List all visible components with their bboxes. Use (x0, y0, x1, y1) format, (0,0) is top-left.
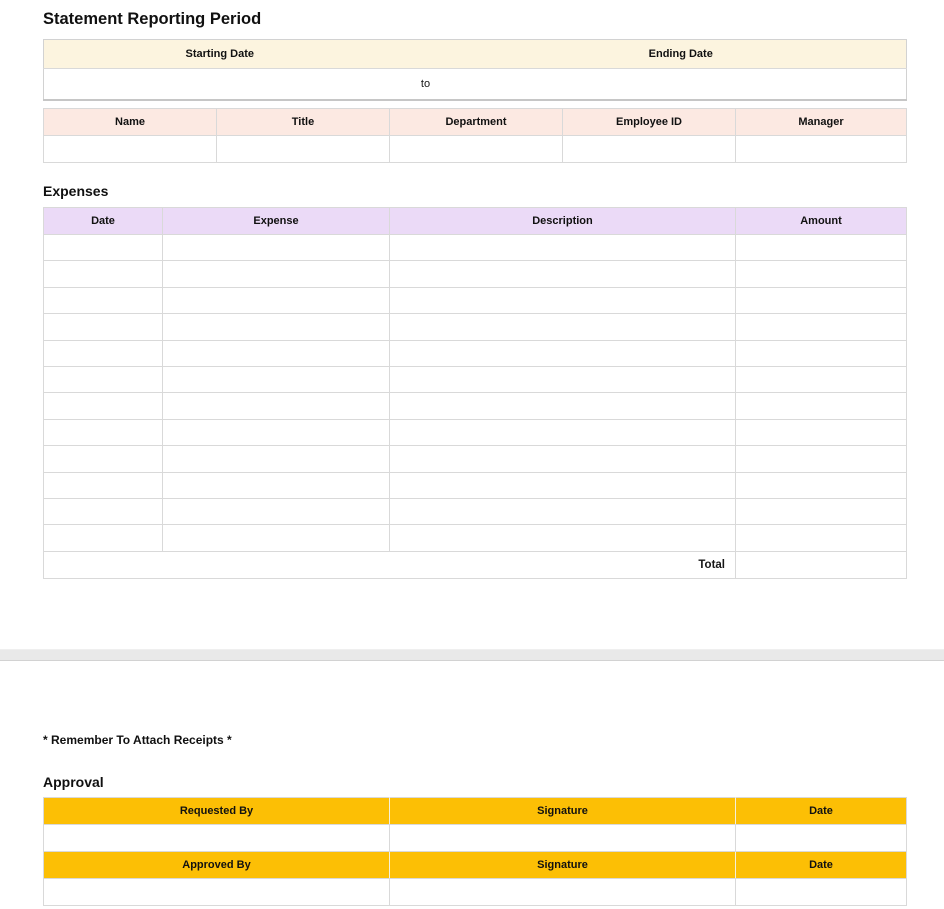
expenses-heading: Expenses (43, 183, 109, 199)
expense-date-cell[interactable] (44, 314, 163, 340)
expense-description-cell[interactable] (390, 472, 736, 498)
expense-total-row (44, 551, 907, 578)
ending-date-header: Ending Date (456, 40, 907, 69)
expense-amount-cell[interactable] (736, 472, 907, 498)
expense-empty-row (44, 287, 907, 313)
to-label: to (420, 78, 431, 90)
expense-empty-row (44, 472, 907, 498)
page-break-separator (0, 649, 944, 661)
expense-amount-cell[interactable] (736, 366, 907, 392)
expense-expense-cell[interactable] (163, 472, 390, 498)
expense-expense-cell[interactable] (163, 393, 390, 419)
expense-date-cell[interactable] (44, 235, 163, 261)
approved-by-header: Approved By (44, 851, 390, 878)
expense-expense-cell[interactable] (163, 340, 390, 366)
expense-amount-cell[interactable] (736, 261, 907, 287)
expense-empty-row (44, 314, 907, 340)
expense-empty-row (44, 446, 907, 472)
approval-heading: Approval (43, 773, 104, 790)
expense-amount-cell[interactable] (736, 419, 907, 445)
expense-description-cell[interactable] (390, 366, 736, 392)
expense-amount-cell[interactable] (736, 393, 907, 419)
approved-by-cell[interactable] (44, 878, 390, 905)
expense-empty-row (44, 235, 907, 261)
expense-expense-cell[interactable] (163, 446, 390, 472)
total-label-cell: Total (44, 551, 736, 578)
expense-empty-row (44, 340, 907, 366)
requested-by-cell[interactable] (44, 824, 390, 851)
expense-date-cell[interactable] (44, 366, 163, 392)
expense-description-cell[interactable] (390, 393, 736, 419)
expense-header-amount: Amount (736, 208, 907, 235)
expense-description-cell[interactable] (390, 419, 736, 445)
expense-description-cell[interactable] (390, 235, 736, 261)
expense-date-cell[interactable] (44, 446, 163, 472)
employee-department-cell[interactable] (390, 136, 563, 163)
expense-expense-cell[interactable] (163, 261, 390, 287)
period-header-spacer (396, 40, 456, 69)
employee-header-department: Department (390, 109, 563, 136)
expense-amount-cell[interactable] (736, 235, 907, 261)
expense-description-cell[interactable] (390, 525, 736, 551)
expense-description-cell[interactable] (390, 314, 736, 340)
ending-date-cell[interactable] (456, 69, 907, 101)
employee-header-manager: Manager (736, 109, 907, 136)
approved-signature-header: Signature (390, 851, 736, 878)
expense-expense-cell[interactable] (163, 498, 390, 524)
employee-header-id: Employee ID (563, 109, 736, 136)
approved-date-header: Date (736, 851, 907, 878)
expense-date-cell[interactable] (44, 340, 163, 366)
expense-date-cell[interactable] (44, 261, 163, 287)
expense-description-cell[interactable] (390, 287, 736, 313)
page-title: Statement Reporting Period (43, 10, 262, 28)
requested-signature-cell[interactable] (390, 824, 736, 851)
employee-id-cell[interactable] (563, 136, 736, 163)
expense-description-cell[interactable] (390, 340, 736, 366)
expense-date-cell[interactable] (44, 393, 163, 419)
expense-date-cell[interactable] (44, 287, 163, 313)
expense-header-date: Date (44, 208, 163, 235)
expense-amount-cell[interactable] (736, 314, 907, 340)
expense-description-cell[interactable] (390, 498, 736, 524)
employee-header-title: Title (217, 109, 390, 136)
approved-date-cell[interactable] (736, 878, 907, 905)
approved-signature-cell[interactable] (390, 878, 736, 905)
expense-header-description: Description (390, 208, 736, 235)
expense-expense-cell[interactable] (163, 525, 390, 551)
expense-expense-cell[interactable] (163, 235, 390, 261)
expense-amount-cell[interactable] (736, 287, 907, 313)
approval-table (43, 797, 907, 906)
expense-expense-cell[interactable] (163, 366, 390, 392)
starting-date-header: Starting Date (44, 40, 396, 69)
expense-empty-row (44, 525, 907, 551)
expense-empty-row (44, 498, 907, 524)
total-amount-cell[interactable] (736, 551, 907, 578)
expense-empty-row (44, 393, 907, 419)
expense-amount-cell[interactable] (736, 340, 907, 366)
expense-amount-cell[interactable] (736, 446, 907, 472)
reporting-period-table (43, 39, 907, 101)
expense-date-cell[interactable] (44, 525, 163, 551)
requested-date-cell[interactable] (736, 824, 907, 851)
employee-header-name: Name (44, 109, 217, 136)
expense-amount-cell[interactable] (736, 498, 907, 524)
expense-date-cell[interactable] (44, 419, 163, 445)
requested-by-header: Requested By (44, 797, 390, 824)
expense-header-expense: Expense (163, 208, 390, 235)
employee-title-cell[interactable] (217, 136, 390, 163)
expenses-table (43, 207, 907, 579)
expense-expense-cell[interactable] (163, 419, 390, 445)
expense-empty-row (44, 366, 907, 392)
expense-expense-cell[interactable] (163, 287, 390, 313)
expense-empty-row (44, 261, 907, 287)
expense-expense-cell[interactable] (163, 314, 390, 340)
requested-signature-header: Signature (390, 797, 736, 824)
expense-empty-row (44, 419, 907, 445)
expense-amount-cell[interactable] (736, 525, 907, 551)
expense-description-cell[interactable] (390, 446, 736, 472)
requested-date-header: Date (736, 797, 907, 824)
employee-table (43, 108, 907, 163)
starting-date-cell[interactable] (44, 69, 396, 101)
receipts-note: * Remember To Attach Receipts * (43, 732, 232, 747)
expense-description-cell[interactable] (390, 261, 736, 287)
employee-name-cell[interactable] (44, 136, 217, 163)
expense-date-cell[interactable] (44, 472, 163, 498)
employee-manager-cell[interactable] (736, 136, 907, 163)
expense-date-cell[interactable] (44, 498, 163, 524)
